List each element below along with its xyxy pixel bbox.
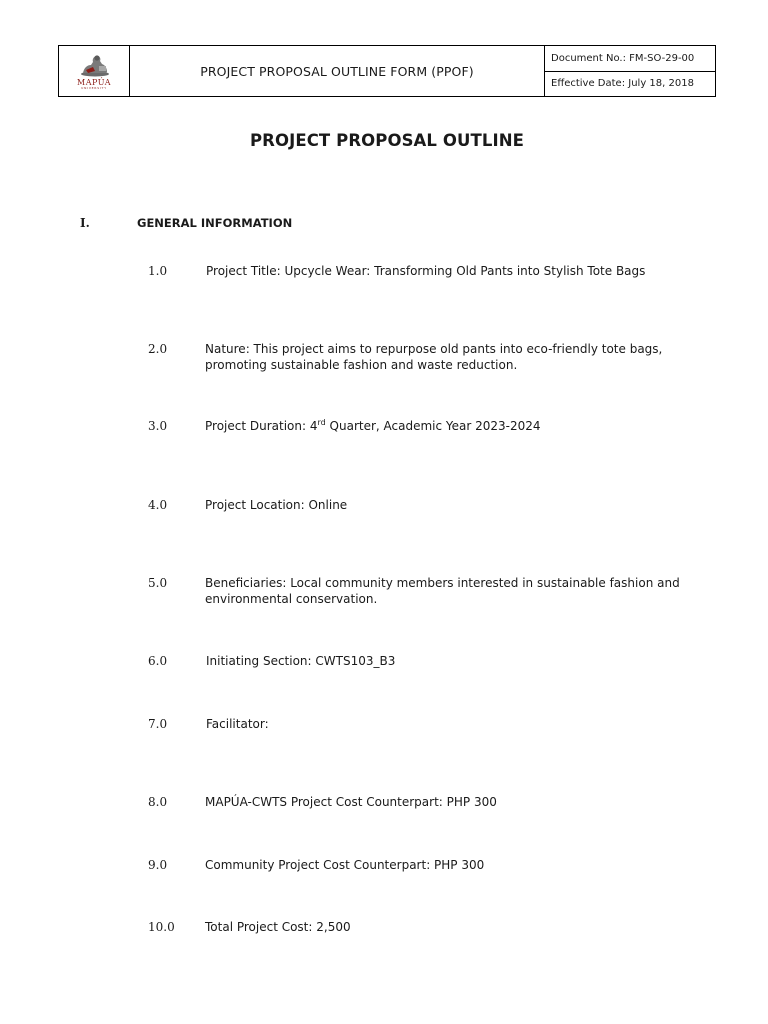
- item-text: MAPÚA-CWTS Project Cost Counterpart: PHP 300: [205, 795, 497, 809]
- item-number: 1.0: [148, 264, 168, 278]
- item-text: Project Title: Upcycle Wear: Transforming Old Pants into Stylish Tote Bags: [206, 264, 646, 278]
- form-title: PROJECT PROPOSAL OUTLINE FORM (PPOF): [130, 46, 545, 96]
- logo-subtitle: UNIVERSITY: [81, 85, 107, 90]
- item-number: 9.0: [148, 858, 168, 872]
- document-number: Document No.: FM-SO-29-00: [551, 52, 695, 64]
- logo-wordmark: MAPÚA: [77, 77, 111, 87]
- item-number: 7.0: [148, 717, 168, 731]
- item-number: 4.0: [148, 498, 168, 512]
- item-number: 6.0: [148, 654, 168, 668]
- item-text: Nature: This project aims to repurpose old pants into eco-friendly tote bags, promoting sustainable fashion and waste reduction.: [205, 342, 663, 372]
- item-number: 3.0: [148, 419, 168, 433]
- item-text: Facilitator:: [206, 717, 269, 731]
- item-text: Project Duration: 4rd Quarter, Academic Year 2023-2024: [205, 418, 541, 433]
- item-text: Initiating Section: CWTS103_B3: [206, 654, 396, 668]
- document-header: [58, 45, 716, 97]
- item-text: Beneficiaries: Local community members interested in sustainable fashion and environmental conservation.: [205, 576, 680, 606]
- item-text: Community Project Cost Counterpart: PHP 300: [205, 858, 485, 872]
- section-numeral: I.: [80, 216, 90, 230]
- effective-date: Effective Date: July 18, 2018: [545, 71, 715, 97]
- item-number: 5.0: [148, 576, 168, 590]
- item-text: Total Project Cost: 2,500: [205, 920, 351, 934]
- section-title: GENERAL INFORMATION: [137, 216, 293, 230]
- university-logo: [59, 46, 130, 96]
- item-number: 10.0: [148, 920, 175, 934]
- page-title: PROJECT PROPOSAL OUTLINE: [249, 131, 524, 150]
- document-info: [545, 46, 715, 96]
- item-text: Project Location: Online: [205, 498, 348, 512]
- mapua-seal-icon: [77, 53, 111, 77]
- item-number: 8.0: [148, 795, 168, 809]
- item-number: 2.0: [148, 342, 168, 356]
